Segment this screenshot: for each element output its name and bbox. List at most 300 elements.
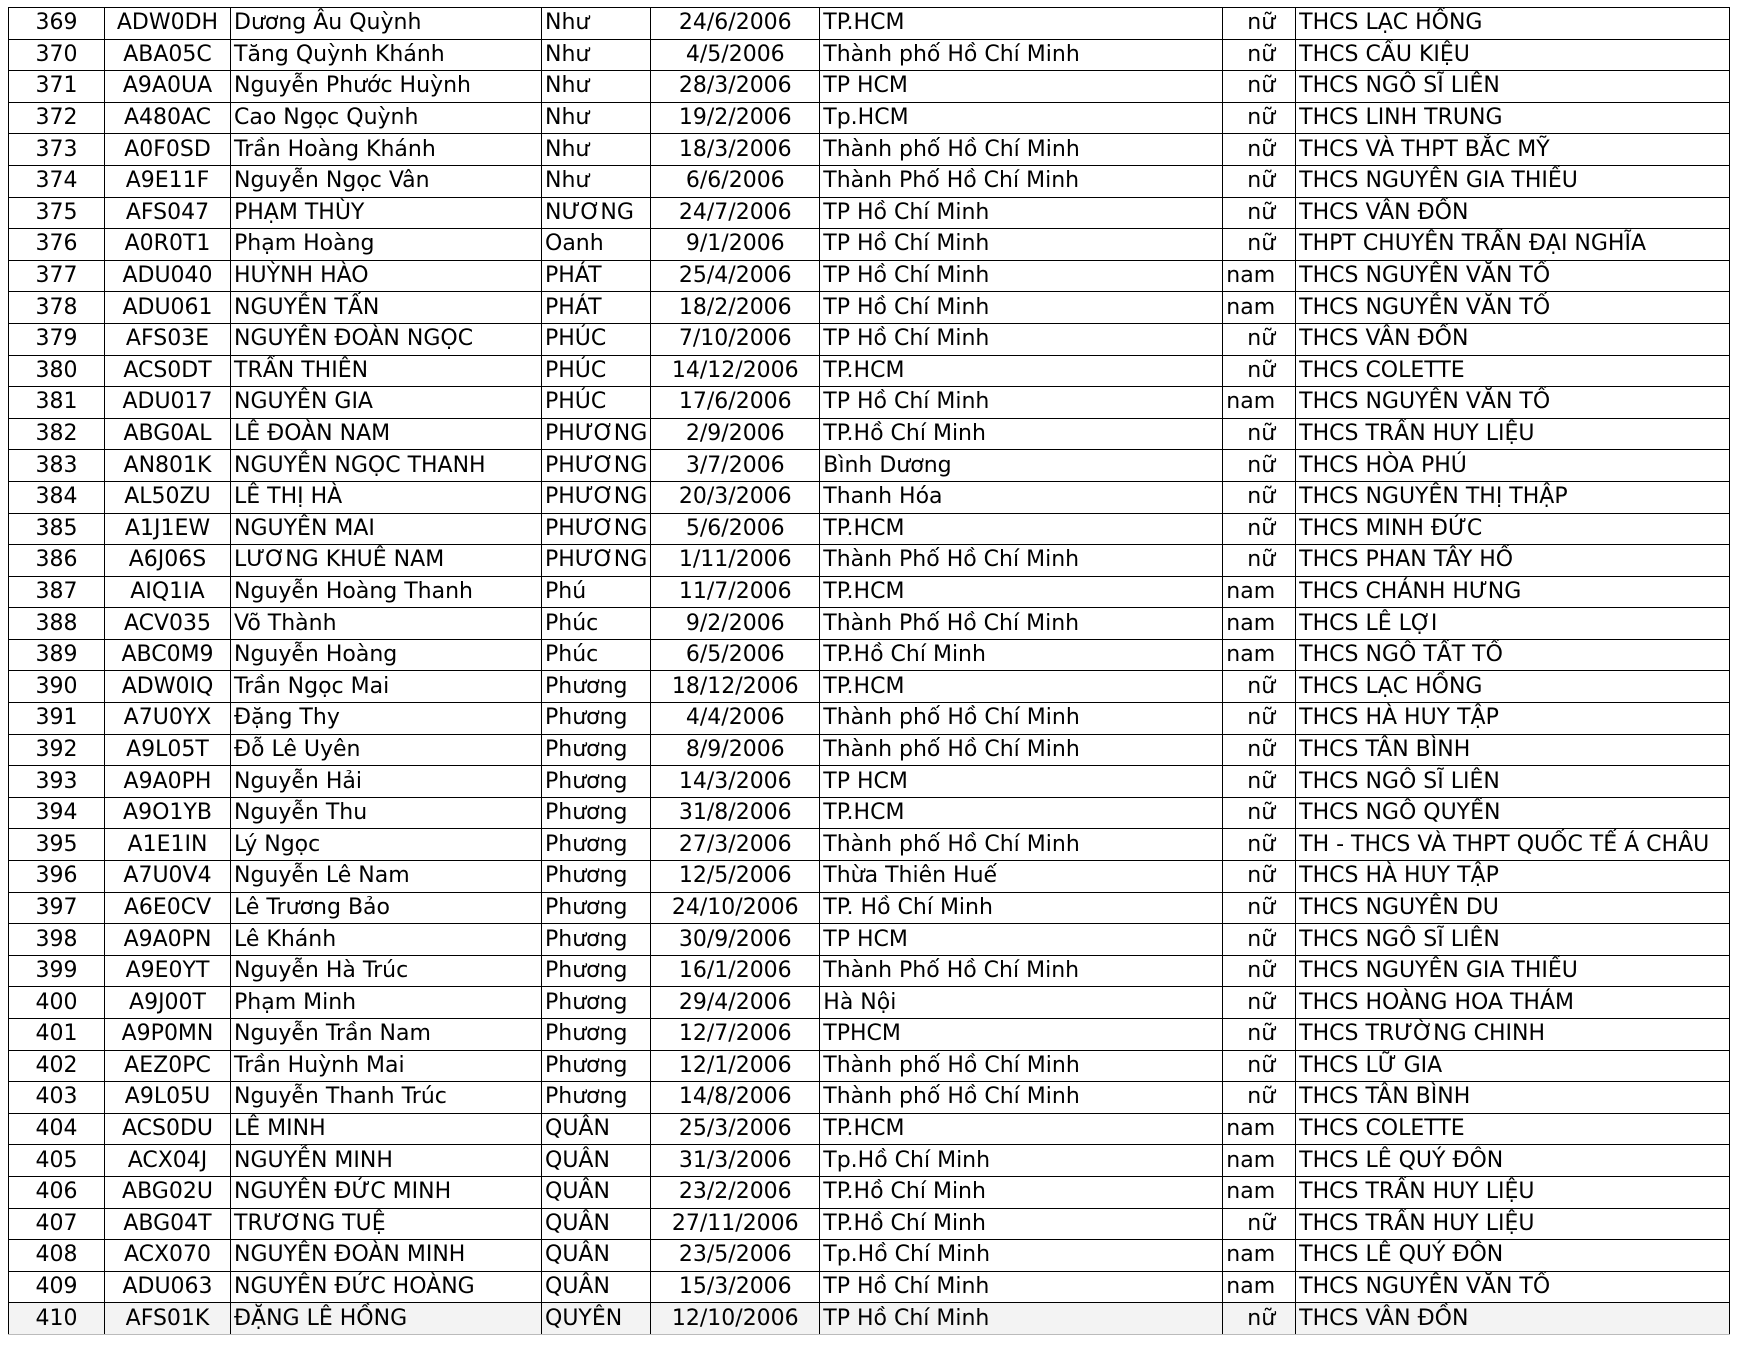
student-code-cell[interactable]: A9L05U [105,1082,231,1114]
student-code-cell[interactable]: A9L05T [105,734,231,766]
school-cell[interactable]: THCS LỮ GIA [1296,1050,1730,1082]
student-code-cell[interactable]: A9A0UA [105,71,231,103]
birth-date-cell[interactable]: 1/11/2006 [651,545,820,577]
school-cell[interactable]: THCS TRẦN HUY LIỆU [1296,1208,1730,1240]
school-cell[interactable]: THCS CẦU KIỆU [1296,39,1730,71]
gender-cell[interactable]: nữ [1223,323,1296,355]
gender-cell[interactable]: nam [1223,260,1296,292]
gender-cell[interactable]: nữ [1223,829,1296,861]
row-number-cell[interactable]: 379 [9,323,105,355]
school-cell[interactable]: THCS LẠC HỒNG [1296,671,1730,703]
school-cell[interactable]: THCS HOÀNG HOA THÁM [1296,987,1730,1019]
row-number-cell[interactable]: 402 [9,1050,105,1082]
gender-cell[interactable]: nữ [1223,861,1296,893]
birth-date-cell[interactable]: 14/12/2006 [651,355,820,387]
surname-cell[interactable]: TRẦN THIÊN [231,355,542,387]
birth-date-cell[interactable]: 12/10/2006 [651,1303,820,1335]
row-number-cell[interactable]: 407 [9,1208,105,1240]
surname-cell[interactable]: NGUYỄN NGỌC THANH [231,450,542,482]
student-code-cell[interactable]: ADU061 [105,292,231,324]
school-cell[interactable]: THCS NGUYỄN GIA THIỀU [1296,165,1730,197]
given-name-cell[interactable]: QUÂN [542,1271,651,1303]
birth-place-cell[interactable]: TP Hồ Chí Minh [820,197,1223,229]
student-code-cell[interactable]: ACS0DU [105,1113,231,1145]
student-code-cell[interactable]: AEZ0PC [105,1050,231,1082]
gender-cell[interactable]: nữ [1223,703,1296,735]
gender-cell[interactable]: nữ [1223,418,1296,450]
school-cell[interactable]: THCS NGÔ SĨ LIÊN [1296,924,1730,956]
given-name-cell[interactable]: Phương [542,829,651,861]
student-code-cell[interactable]: A0F0SD [105,134,231,166]
birth-place-cell[interactable]: Thành Phố Hồ Chí Minh [820,165,1223,197]
birth-place-cell[interactable]: TP.HCM [820,513,1223,545]
school-cell[interactable]: THCS CHÁNH HƯNG [1296,576,1730,608]
row-number-cell[interactable]: 409 [9,1271,105,1303]
surname-cell[interactable]: Nguyễn Ngọc Vân [231,165,542,197]
school-cell[interactable]: THCS VÀ THPT BẮC MỸ [1296,134,1730,166]
birth-date-cell[interactable]: 31/8/2006 [651,797,820,829]
school-cell[interactable]: THCS TRƯỜNG CHINH [1296,1019,1730,1051]
row-number-cell[interactable]: 386 [9,545,105,577]
gender-cell[interactable]: nam [1223,1113,1296,1145]
birth-date-cell[interactable]: 14/8/2006 [651,1082,820,1114]
birth-date-cell[interactable]: 14/3/2006 [651,766,820,798]
surname-cell[interactable]: TRƯƠNG TUỆ [231,1208,542,1240]
school-cell[interactable]: THCS LÊ QUÝ ĐÔN [1296,1240,1730,1272]
birth-place-cell[interactable]: Thành phố Hồ Chí Minh [820,1050,1223,1082]
birth-date-cell[interactable]: 24/10/2006 [651,892,820,924]
birth-place-cell[interactable]: TP.HCM [820,8,1223,40]
gender-cell[interactable]: nữ [1223,165,1296,197]
gender-cell[interactable]: nữ [1223,8,1296,40]
surname-cell[interactable]: NGUYỄN ĐOÀN MINH [231,1240,542,1272]
birth-place-cell[interactable]: TP.HCM [820,355,1223,387]
row-number-cell[interactable]: 383 [9,450,105,482]
school-cell[interactable]: THCS COLETTE [1296,355,1730,387]
birth-place-cell[interactable]: TP.HCM [820,576,1223,608]
gender-cell[interactable]: nữ [1223,671,1296,703]
gender-cell[interactable]: nam [1223,1271,1296,1303]
given-name-cell[interactable]: QUÂN [542,1208,651,1240]
birth-date-cell[interactable]: 23/2/2006 [651,1176,820,1208]
student-code-cell[interactable]: AFS047 [105,197,231,229]
given-name-cell[interactable]: Phương [542,1019,651,1051]
gender-cell[interactable]: nam [1223,639,1296,671]
birth-place-cell[interactable]: TP Hồ Chí Minh [820,1303,1223,1335]
birth-place-cell[interactable]: Thừa Thiên Huế [820,861,1223,893]
gender-cell[interactable]: nữ [1223,892,1296,924]
school-cell[interactable]: THCS VÂN ĐỒN [1296,1303,1730,1335]
birth-date-cell[interactable]: 28/3/2006 [651,71,820,103]
given-name-cell[interactable]: Oanh [542,229,651,261]
surname-cell[interactable]: Đặng Thy [231,703,542,735]
given-name-cell[interactable]: Như [542,165,651,197]
row-number-cell[interactable]: 408 [9,1240,105,1272]
gender-cell[interactable]: nữ [1223,987,1296,1019]
birth-place-cell[interactable]: TP HCM [820,766,1223,798]
surname-cell[interactable]: NGUYỄN ĐỨC MINH [231,1176,542,1208]
row-number-cell[interactable]: 372 [9,102,105,134]
student-code-cell[interactable]: ABA05C [105,39,231,71]
birth-date-cell[interactable]: 20/3/2006 [651,481,820,513]
birth-date-cell[interactable]: 24/7/2006 [651,197,820,229]
surname-cell[interactable]: NGUYỄN MAI [231,513,542,545]
birth-date-cell[interactable]: 12/1/2006 [651,1050,820,1082]
surname-cell[interactable]: LÊ THỊ HÀ [231,481,542,513]
birth-date-cell[interactable]: 17/6/2006 [651,387,820,419]
birth-place-cell[interactable]: TP.Hồ Chí Minh [820,1208,1223,1240]
gender-cell[interactable]: nam [1223,292,1296,324]
gender-cell[interactable]: nữ [1223,71,1296,103]
student-code-cell[interactable]: ADW0IQ [105,671,231,703]
gender-cell[interactable]: nam [1223,608,1296,640]
given-name-cell[interactable]: QUÂN [542,1113,651,1145]
gender-cell[interactable]: nữ [1223,545,1296,577]
gender-cell[interactable]: nam [1223,387,1296,419]
student-code-cell[interactable]: ABG0AL [105,418,231,450]
surname-cell[interactable]: NGUYỄN ĐOÀN NGỌC [231,323,542,355]
row-number-cell[interactable]: 406 [9,1176,105,1208]
birth-date-cell[interactable]: 30/9/2006 [651,924,820,956]
row-number-cell[interactable]: 374 [9,165,105,197]
birth-place-cell[interactable]: TPHCM [820,1019,1223,1051]
given-name-cell[interactable]: PHÚC [542,323,651,355]
gender-cell[interactable]: nữ [1223,1208,1296,1240]
school-cell[interactable]: THCS NGUYỄN GIA THIỀU [1296,955,1730,987]
row-number-cell[interactable]: 404 [9,1113,105,1145]
birth-date-cell[interactable]: 15/3/2006 [651,1271,820,1303]
birth-date-cell[interactable]: 9/1/2006 [651,229,820,261]
surname-cell[interactable]: Trần Huỳnh Mai [231,1050,542,1082]
birth-date-cell[interactable]: 8/9/2006 [651,734,820,766]
row-number-cell[interactable]: 369 [9,8,105,40]
birth-date-cell[interactable]: 4/4/2006 [651,703,820,735]
gender-cell[interactable]: nữ [1223,355,1296,387]
birth-place-cell[interactable]: TP HCM [820,924,1223,956]
birth-place-cell[interactable]: TP Hồ Chí Minh [820,387,1223,419]
row-number-cell[interactable]: 370 [9,39,105,71]
row-number-cell[interactable]: 410 [9,1303,105,1335]
student-code-cell[interactable]: ADU040 [105,260,231,292]
student-code-cell[interactable]: AL50ZU [105,481,231,513]
birth-place-cell[interactable]: Thành phố Hồ Chí Minh [820,829,1223,861]
row-number-cell[interactable]: 401 [9,1019,105,1051]
surname-cell[interactable]: Nguyễn Trần Nam [231,1019,542,1051]
school-cell[interactable]: THCS LẠC HỒNG [1296,8,1730,40]
birth-place-cell[interactable]: Thanh Hóa [820,481,1223,513]
school-cell[interactable]: THCS LÊ LỢI [1296,608,1730,640]
row-number-cell[interactable]: 391 [9,703,105,735]
row-number-cell[interactable]: 387 [9,576,105,608]
student-code-cell[interactable]: ABC0M9 [105,639,231,671]
row-number-cell[interactable]: 382 [9,418,105,450]
row-number-cell[interactable]: 393 [9,766,105,798]
school-cell[interactable]: THCS COLETTE [1296,1113,1730,1145]
school-cell[interactable]: THCS NGUYỄN VĂN TỐ [1296,387,1730,419]
row-number-cell[interactable]: 400 [9,987,105,1019]
given-name-cell[interactable]: PHƯƠNG [542,481,651,513]
student-code-cell[interactable]: A6J06S [105,545,231,577]
given-name-cell[interactable]: Phương [542,766,651,798]
surname-cell[interactable]: Trần Hoàng Khánh [231,134,542,166]
student-code-cell[interactable]: ADU017 [105,387,231,419]
given-name-cell[interactable]: PHÁT [542,260,651,292]
birth-date-cell[interactable]: 12/5/2006 [651,861,820,893]
school-cell[interactable]: THCS NGÔ SĨ LIÊN [1296,766,1730,798]
birth-place-cell[interactable]: Tp.Hồ Chí Minh [820,1240,1223,1272]
surname-cell[interactable]: Đỗ Lê Uyên [231,734,542,766]
birth-date-cell[interactable]: 25/3/2006 [651,1113,820,1145]
row-number-cell[interactable]: 397 [9,892,105,924]
birth-date-cell[interactable]: 24/6/2006 [651,8,820,40]
school-cell[interactable]: THCS NGÔ SĨ LIÊN [1296,71,1730,103]
student-code-cell[interactable]: ACX04J [105,1145,231,1177]
given-name-cell[interactable]: Phương [542,1050,651,1082]
gender-cell[interactable]: nữ [1223,1050,1296,1082]
surname-cell[interactable]: Lê Trương Bảo [231,892,542,924]
row-number-cell[interactable]: 398 [9,924,105,956]
student-code-cell[interactable]: ACX070 [105,1240,231,1272]
row-number-cell[interactable]: 395 [9,829,105,861]
gender-cell[interactable]: nữ [1223,39,1296,71]
school-cell[interactable]: THCS PHAN TÂY HỒ [1296,545,1730,577]
birth-date-cell[interactable]: 18/12/2006 [651,671,820,703]
row-number-cell[interactable]: 380 [9,355,105,387]
given-name-cell[interactable]: QUÂN [542,1145,651,1177]
birth-date-cell[interactable]: 4/5/2006 [651,39,820,71]
school-cell[interactable]: THCS NGUYỄN VĂN TỐ [1296,1271,1730,1303]
surname-cell[interactable]: ĐẶNG LÊ HỒNG [231,1303,542,1335]
given-name-cell[interactable]: PHƯƠNG [542,418,651,450]
given-name-cell[interactable]: Phương [542,797,651,829]
school-cell[interactable]: THCS HÀ HUY TẬP [1296,703,1730,735]
student-code-cell[interactable]: AFS03E [105,323,231,355]
gender-cell[interactable]: nữ [1223,134,1296,166]
surname-cell[interactable]: Võ Thành [231,608,542,640]
student-code-cell[interactable]: A9E11F [105,165,231,197]
surname-cell[interactable]: LƯƠNG KHUÊ NAM [231,545,542,577]
student-code-cell[interactable]: A9P0MN [105,1019,231,1051]
birth-date-cell[interactable]: 27/11/2006 [651,1208,820,1240]
birth-place-cell[interactable]: TP.HCM [820,797,1223,829]
gender-cell[interactable]: nữ [1223,1303,1296,1335]
student-code-cell[interactable]: ABG02U [105,1176,231,1208]
school-cell[interactable]: THCS NGUYỄN DU [1296,892,1730,924]
row-number-cell[interactable]: 375 [9,197,105,229]
student-code-cell[interactable]: A6E0CV [105,892,231,924]
surname-cell[interactable]: PHẠM THÙY [231,197,542,229]
surname-cell[interactable]: Nguyễn Thu [231,797,542,829]
surname-cell[interactable]: Nguyễn Lê Nam [231,861,542,893]
birth-place-cell[interactable]: TP Hồ Chí Minh [820,260,1223,292]
given-name-cell[interactable]: Phúc [542,608,651,640]
birth-place-cell[interactable]: Thành Phố Hồ Chí Minh [820,545,1223,577]
student-code-cell[interactable]: A7U0V4 [105,861,231,893]
gender-cell[interactable]: nam [1223,1176,1296,1208]
birth-place-cell[interactable]: Thành phố Hồ Chí Minh [820,703,1223,735]
student-code-cell[interactable]: AIQ1IA [105,576,231,608]
row-number-cell[interactable]: 388 [9,608,105,640]
student-code-cell[interactable]: ACS0DT [105,355,231,387]
given-name-cell[interactable]: Phương [542,924,651,956]
birth-place-cell[interactable]: Thành Phố Hồ Chí Minh [820,955,1223,987]
student-code-cell[interactable]: ADW0DH [105,8,231,40]
surname-cell[interactable]: Lý Ngọc [231,829,542,861]
birth-place-cell[interactable]: TP. Hồ Chí Minh [820,892,1223,924]
surname-cell[interactable]: NGUYỄN GIA [231,387,542,419]
given-name-cell[interactable]: Phương [542,892,651,924]
row-number-cell[interactable]: 403 [9,1082,105,1114]
school-cell[interactable]: THCS NGÔ QUYỀN [1296,797,1730,829]
birth-place-cell[interactable]: TP Hồ Chí Minh [820,292,1223,324]
given-name-cell[interactable]: PHÚC [542,355,651,387]
surname-cell[interactable]: Nguyễn Hà Trúc [231,955,542,987]
birth-place-cell[interactable]: TP HCM [820,71,1223,103]
birth-date-cell[interactable]: 19/2/2006 [651,102,820,134]
school-cell[interactable]: TH - THCS VÀ THPT QUỐC TẾ Á CHÂU [1296,829,1730,861]
birth-date-cell[interactable]: 18/2/2006 [651,292,820,324]
birth-place-cell[interactable]: Tp.Hồ Chí Minh [820,1145,1223,1177]
gender-cell[interactable]: nam [1223,1240,1296,1272]
surname-cell[interactable]: Nguyễn Phước Huỳnh [231,71,542,103]
student-code-cell[interactable]: A9E0YT [105,955,231,987]
birth-date-cell[interactable]: 6/6/2006 [651,165,820,197]
school-cell[interactable]: THCS TÂN BÌNH [1296,734,1730,766]
row-number-cell[interactable]: 399 [9,955,105,987]
school-cell[interactable]: THCS NGÔ TẤT TỐ [1296,639,1730,671]
birth-date-cell[interactable]: 25/4/2006 [651,260,820,292]
row-number-cell[interactable]: 381 [9,387,105,419]
given-name-cell[interactable]: Như [542,8,651,40]
birth-date-cell[interactable]: 16/1/2006 [651,955,820,987]
row-number-cell[interactable]: 389 [9,639,105,671]
gender-cell[interactable]: nữ [1223,1019,1296,1051]
birth-place-cell[interactable]: Thành phố Hồ Chí Minh [820,734,1223,766]
gender-cell[interactable]: nữ [1223,955,1296,987]
student-code-cell[interactable]: A1J1EW [105,513,231,545]
student-code-cell[interactable]: A9A0PN [105,924,231,956]
birth-date-cell[interactable]: 27/3/2006 [651,829,820,861]
student-code-cell[interactable]: A9A0PH [105,766,231,798]
surname-cell[interactable]: Phạm Minh [231,987,542,1019]
given-name-cell[interactable]: Như [542,134,651,166]
gender-cell[interactable]: nữ [1223,229,1296,261]
birth-place-cell[interactable]: TP.Hồ Chí Minh [820,418,1223,450]
surname-cell[interactable]: NGUYỄN MINH [231,1145,542,1177]
gender-cell[interactable]: nữ [1223,513,1296,545]
row-number-cell[interactable]: 376 [9,229,105,261]
surname-cell[interactable]: Nguyễn Hoàng Thanh [231,576,542,608]
gender-cell[interactable]: nữ [1223,1082,1296,1114]
birth-date-cell[interactable]: 5/6/2006 [651,513,820,545]
student-code-cell[interactable]: ABG04T [105,1208,231,1240]
given-name-cell[interactable]: Phương [542,987,651,1019]
surname-cell[interactable]: Nguyễn Hải [231,766,542,798]
given-name-cell[interactable]: Phúc [542,639,651,671]
surname-cell[interactable]: Phạm Hoàng [231,229,542,261]
row-number-cell[interactable]: 373 [9,134,105,166]
given-name-cell[interactable]: PHÚC [542,387,651,419]
row-number-cell[interactable]: 396 [9,861,105,893]
school-cell[interactable]: THCS TÂN BÌNH [1296,1082,1730,1114]
row-number-cell[interactable]: 384 [9,481,105,513]
gender-cell[interactable]: nữ [1223,734,1296,766]
given-name-cell[interactable]: Như [542,39,651,71]
student-code-cell[interactable]: AFS01K [105,1303,231,1335]
school-cell[interactable]: THCS VÂN ĐỒN [1296,197,1730,229]
gender-cell[interactable]: nữ [1223,797,1296,829]
student-code-cell[interactable]: A9J00T [105,987,231,1019]
birth-place-cell[interactable]: Bình Dương [820,450,1223,482]
birth-date-cell[interactable]: 2/9/2006 [651,418,820,450]
gender-cell[interactable]: nữ [1223,450,1296,482]
surname-cell[interactable]: LÊ ĐOÀN NAM [231,418,542,450]
given-name-cell[interactable]: Như [542,71,651,103]
row-number-cell[interactable]: 394 [9,797,105,829]
birth-date-cell[interactable]: 3/7/2006 [651,450,820,482]
row-number-cell[interactable]: 385 [9,513,105,545]
birth-place-cell[interactable]: Tp.HCM [820,102,1223,134]
gender-cell[interactable]: nữ [1223,102,1296,134]
school-cell[interactable]: THCS NGUYỄN VĂN TỐ [1296,260,1730,292]
school-cell[interactable]: THCS TRẦN HUY LIỆU [1296,418,1730,450]
birth-date-cell[interactable]: 9/2/2006 [651,608,820,640]
gender-cell[interactable]: nữ [1223,197,1296,229]
surname-cell[interactable]: HUỲNH HÀO [231,260,542,292]
surname-cell[interactable]: Trần Ngọc Mai [231,671,542,703]
gender-cell[interactable]: nam [1223,1145,1296,1177]
given-name-cell[interactable]: PHƯƠNG [542,513,651,545]
student-code-cell[interactable]: A480AC [105,102,231,134]
birth-date-cell[interactable]: 6/5/2006 [651,639,820,671]
surname-cell[interactable]: Nguyễn Hoàng [231,639,542,671]
row-number-cell[interactable]: 371 [9,71,105,103]
birth-date-cell[interactable]: 12/7/2006 [651,1019,820,1051]
given-name-cell[interactable]: Phương [542,1082,651,1114]
given-name-cell[interactable]: QUÂN [542,1176,651,1208]
school-cell[interactable]: THCS HÀ HUY TẬP [1296,861,1730,893]
surname-cell[interactable]: LÊ MINH [231,1113,542,1145]
birth-place-cell[interactable]: TP Hồ Chí Minh [820,229,1223,261]
student-code-cell[interactable]: ADU063 [105,1271,231,1303]
surname-cell[interactable]: NGUYỄN TẤN [231,292,542,324]
row-number-cell[interactable]: 378 [9,292,105,324]
student-code-cell[interactable]: A1E1IN [105,829,231,861]
given-name-cell[interactable]: Như [542,102,651,134]
school-cell[interactable]: THCS LINH TRUNG [1296,102,1730,134]
given-name-cell[interactable]: Phương [542,861,651,893]
surname-cell[interactable]: Dương Âu Quỳnh [231,8,542,40]
birth-date-cell[interactable]: 31/3/2006 [651,1145,820,1177]
surname-cell[interactable]: Nguyễn Thanh Trúc [231,1082,542,1114]
birth-date-cell[interactable]: 29/4/2006 [651,987,820,1019]
surname-cell[interactable]: Tăng Quỳnh Khánh [231,39,542,71]
birth-date-cell[interactable]: 18/3/2006 [651,134,820,166]
school-cell[interactable]: THCS VÂN ĐỒN [1296,323,1730,355]
row-number-cell[interactable]: 390 [9,671,105,703]
birth-place-cell[interactable]: TP.Hồ Chí Minh [820,1176,1223,1208]
given-name-cell[interactable]: QUÂN [542,1240,651,1272]
row-number-cell[interactable]: 392 [9,734,105,766]
row-number-cell[interactable]: 377 [9,260,105,292]
student-code-cell[interactable]: ACV035 [105,608,231,640]
birth-place-cell[interactable]: TP.HCM [820,671,1223,703]
school-cell[interactable]: THCS TRẦN HUY LIỆU [1296,1176,1730,1208]
given-name-cell[interactable]: QUYÊN [542,1303,651,1335]
school-cell[interactable]: THPT CHUYÊN TRẦN ĐẠI NGHĨA [1296,229,1730,261]
given-name-cell[interactable]: PHÁT [542,292,651,324]
student-code-cell[interactable]: A9O1YB [105,797,231,829]
